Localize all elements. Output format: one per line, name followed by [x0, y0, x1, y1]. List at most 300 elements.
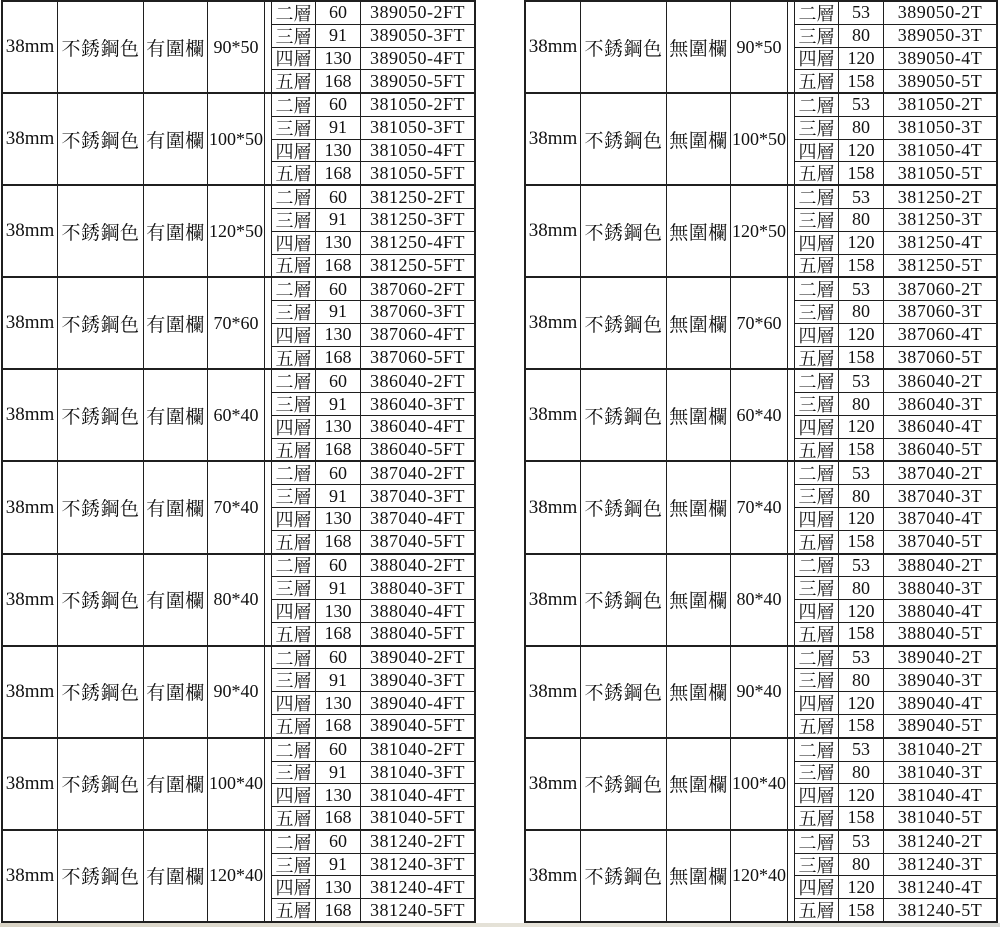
price-cell: 60 — [316, 278, 361, 300]
tube-diameter-cell: 38mm — [526, 647, 581, 737]
fence-option-cell: 無圍欄 — [667, 831, 731, 921]
size-cell: 100*40 — [731, 739, 788, 829]
price-cell: 158 — [839, 162, 884, 184]
tier-row — [795, 48, 996, 71]
product-code-cell: 381050-4T — [897, 140, 983, 161]
tube-diameter-cell: 38mm — [3, 370, 58, 460]
tier-label-cell: 二層 — [272, 278, 316, 300]
tier-label-cell: 三層 — [795, 301, 839, 323]
tier-row — [272, 462, 474, 485]
tier-subtable — [794, 278, 996, 368]
product-code-cell: 381240-2T — [897, 831, 983, 852]
size-cell: 100*50 — [208, 94, 265, 184]
product-code-cell: 389050-5FT — [370, 70, 465, 91]
tube-diameter-cell: 38mm — [3, 2, 58, 92]
tier-row — [272, 784, 474, 807]
fence-option-cell: 無圍欄 — [667, 462, 731, 552]
tier-row — [795, 94, 996, 117]
tier-row — [795, 715, 996, 737]
tier-row — [272, 555, 474, 578]
tier-label-cell: 四層 — [795, 876, 839, 898]
tier-label-cell: 四層 — [795, 48, 839, 70]
fence-option-cell: 有圍欄 — [144, 739, 208, 829]
tier-row — [795, 278, 996, 301]
price-cell: 60 — [316, 462, 361, 484]
price-cell: 91 — [316, 301, 361, 323]
product-code-cell: 387040-3FT — [370, 485, 465, 506]
price-table-unfenced — [524, 0, 998, 923]
tier-row — [795, 140, 996, 163]
price-cell: 60 — [316, 2, 361, 24]
price-cell: 130 — [316, 140, 361, 162]
price-cell: 168 — [316, 807, 361, 829]
tier-label-cell: 二層 — [272, 370, 316, 392]
fence-option-cell: 有圍欄 — [144, 2, 208, 92]
tier-subtable — [794, 462, 996, 552]
tier-label-cell: 五層 — [795, 255, 839, 277]
tier-row — [795, 762, 996, 785]
price-cell: 80 — [839, 669, 884, 691]
finish-color-cell: 不銹鋼色 — [58, 186, 144, 276]
tier-row — [795, 70, 996, 92]
tube-diameter-cell: 38mm — [3, 94, 58, 184]
price-cell: 130 — [316, 784, 361, 806]
tier-label-cell: 三層 — [795, 209, 839, 231]
tier-label-cell: 五層 — [795, 70, 839, 92]
tube-diameter-cell: 38mm — [3, 278, 58, 368]
tier-row — [272, 255, 474, 277]
product-code-cell: 387060-4FT — [370, 324, 465, 345]
tier-subtable — [271, 186, 474, 276]
product-code-cell: 386040-5T — [897, 439, 983, 460]
tube-diameter-cell: 38mm — [526, 94, 581, 184]
tier-label-cell: 二層 — [795, 186, 839, 208]
finish-color-cell: 不銹鋼色 — [58, 555, 144, 645]
tier-label-cell: 三層 — [272, 854, 316, 876]
tier-label-cell: 三層 — [272, 301, 316, 323]
tier-row — [795, 555, 996, 578]
tier-row — [272, 117, 474, 140]
price-cell: 158 — [839, 899, 884, 921]
tier-row — [795, 577, 996, 600]
finish-color-cell: 不銹鋼色 — [58, 2, 144, 92]
finish-color-cell: 不銹鋼色 — [581, 555, 667, 645]
fence-option-cell: 有圍欄 — [144, 278, 208, 368]
tier-row — [272, 209, 474, 232]
product-code-cell: 381050-5FT — [370, 162, 465, 183]
price-cell: 130 — [316, 232, 361, 254]
price-cell: 53 — [839, 831, 884, 853]
price-cell: 168 — [316, 715, 361, 737]
tier-label-cell: 五層 — [272, 439, 316, 461]
product-code-cell: 386040-4FT — [370, 416, 465, 437]
tier-row — [272, 25, 474, 48]
product-code-cell: 381040-3T — [897, 761, 983, 782]
spec-row — [3, 94, 474, 186]
fence-option-cell: 有圍欄 — [144, 186, 208, 276]
product-code-cell: 381250-2FT — [370, 186, 465, 207]
tier-row — [272, 739, 474, 762]
price-cell: 53 — [839, 462, 884, 484]
size-cell: 120*40 — [208, 831, 265, 921]
tier-row — [272, 577, 474, 600]
finish-color-cell: 不銹鋼色 — [581, 2, 667, 92]
tier-label-cell: 五層 — [272, 807, 316, 829]
tier-subtable — [271, 462, 474, 552]
finish-color-cell: 不銹鋼色 — [58, 94, 144, 184]
product-code-cell: 389040-5T — [897, 715, 983, 736]
tier-subtable — [794, 370, 996, 460]
tier-label-cell: 五層 — [272, 623, 316, 645]
product-code-cell: 389050-4T — [897, 47, 983, 68]
tier-label-cell: 四層 — [272, 508, 316, 530]
product-code-cell: 387060-2FT — [370, 278, 465, 299]
tier-label-cell: 四層 — [795, 140, 839, 162]
tier-label-cell: 二層 — [795, 2, 839, 24]
tier-row — [272, 508, 474, 531]
tube-diameter-cell: 38mm — [3, 739, 58, 829]
tier-label-cell: 四層 — [272, 784, 316, 806]
price-cell: 91 — [316, 209, 361, 231]
product-code-cell: 389050-2T — [897, 2, 983, 23]
product-code-cell: 386040-3FT — [370, 393, 465, 414]
tier-row — [795, 807, 996, 829]
product-code-cell: 389050-2FT — [370, 2, 465, 23]
tier-subtable — [794, 647, 996, 737]
tier-label-cell: 五層 — [795, 899, 839, 921]
price-cell: 120 — [839, 600, 884, 622]
tier-label-cell: 二層 — [795, 278, 839, 300]
price-cell: 91 — [316, 117, 361, 139]
price-cell: 120 — [839, 692, 884, 714]
tier-subtable — [794, 831, 996, 921]
finish-color-cell: 不銹鋼色 — [58, 739, 144, 829]
tier-label-cell: 三層 — [795, 577, 839, 599]
price-cell: 60 — [316, 647, 361, 669]
size-cell: 90*40 — [731, 647, 788, 737]
tier-row — [795, 623, 996, 645]
tier-subtable — [271, 278, 474, 368]
product-code-cell: 389040-3FT — [370, 669, 465, 690]
tier-row — [795, 692, 996, 715]
tier-subtable — [794, 555, 996, 645]
product-code-cell: 381250-2T — [897, 186, 983, 207]
price-cell: 168 — [316, 899, 361, 921]
product-code-cell: 381240-5T — [897, 899, 983, 920]
tier-row — [272, 647, 474, 670]
fence-option-cell: 有圍欄 — [144, 831, 208, 921]
fence-option-cell: 無圍欄 — [667, 647, 731, 737]
size-cell: 60*40 — [731, 370, 788, 460]
tier-label-cell: 四層 — [272, 600, 316, 622]
tier-row — [795, 854, 996, 877]
price-cell: 91 — [316, 762, 361, 784]
price-cell: 80 — [839, 25, 884, 47]
tier-row — [272, 854, 474, 877]
tier-row — [272, 393, 474, 416]
fence-option-cell: 有圍欄 — [144, 647, 208, 737]
tier-label-cell: 五層 — [795, 531, 839, 553]
tier-label-cell: 四層 — [272, 416, 316, 438]
tier-label-cell: 四層 — [795, 508, 839, 530]
spec-row — [3, 370, 474, 462]
product-code-cell: 381040-4T — [897, 784, 983, 805]
tier-label-cell: 四層 — [272, 876, 316, 898]
tier-label-cell: 四層 — [795, 324, 839, 346]
tier-label-cell: 四層 — [272, 48, 316, 70]
price-cell: 91 — [316, 854, 361, 876]
product-code-cell: 387040-5FT — [370, 531, 465, 552]
tier-label-cell: 五層 — [795, 162, 839, 184]
product-code-cell: 389040-4FT — [370, 692, 465, 713]
fence-option-cell: 無圍欄 — [667, 94, 731, 184]
size-cell: 80*40 — [731, 555, 788, 645]
price-cell: 120 — [839, 876, 884, 898]
price-cell: 130 — [316, 876, 361, 898]
product-code-cell: 381040-5T — [897, 807, 983, 828]
tier-subtable — [794, 186, 996, 276]
product-code-cell: 388040-2T — [897, 554, 983, 575]
size-cell: 70*40 — [731, 462, 788, 552]
tube-diameter-cell: 38mm — [3, 647, 58, 737]
tube-diameter-cell: 38mm — [526, 462, 581, 552]
spec-row — [3, 831, 474, 921]
tier-label-cell: 二層 — [272, 647, 316, 669]
price-cell: 60 — [316, 370, 361, 392]
spec-row — [526, 555, 996, 647]
product-code-cell: 387040-4T — [897, 508, 983, 529]
spec-row — [526, 186, 996, 278]
tier-row — [272, 370, 474, 393]
product-code-cell: 381050-3T — [897, 117, 983, 138]
tier-row — [272, 485, 474, 508]
tube-diameter-cell: 38mm — [526, 186, 581, 276]
tier-row — [795, 439, 996, 461]
fence-option-cell: 有圍欄 — [144, 370, 208, 460]
product-code-cell: 389040-3T — [897, 669, 983, 690]
finish-color-cell: 不銹鋼色 — [581, 647, 667, 737]
finish-color-cell: 不銹鋼色 — [581, 370, 667, 460]
size-cell: 100*40 — [208, 739, 265, 829]
price-cell: 60 — [316, 94, 361, 116]
tier-row — [795, 301, 996, 324]
tier-label-cell: 五層 — [795, 623, 839, 645]
tier-row — [272, 347, 474, 369]
price-cell: 80 — [839, 209, 884, 231]
product-code-cell: 387040-3T — [897, 485, 983, 506]
product-code-cell: 381250-3FT — [370, 209, 465, 230]
tier-label-cell: 三層 — [795, 25, 839, 47]
tier-subtable — [271, 647, 474, 737]
price-cell: 158 — [839, 255, 884, 277]
tier-label-cell: 五層 — [795, 439, 839, 461]
tube-diameter-cell: 38mm — [526, 739, 581, 829]
product-code-cell: 388040-4FT — [370, 600, 465, 621]
spec-row — [3, 555, 474, 647]
price-cell: 53 — [839, 555, 884, 577]
tier-row — [272, 876, 474, 899]
size-cell: 60*40 — [208, 370, 265, 460]
spec-row — [526, 278, 996, 370]
price-cell: 130 — [316, 324, 361, 346]
tier-label-cell: 三層 — [795, 669, 839, 691]
tube-diameter-cell: 38mm — [3, 462, 58, 552]
price-cell: 80 — [839, 577, 884, 599]
tier-label-cell: 三層 — [272, 25, 316, 47]
product-code-cell: 388040-2FT — [370, 554, 465, 575]
price-cell: 130 — [316, 48, 361, 70]
product-code-cell: 381050-3FT — [370, 117, 465, 138]
tube-diameter-cell: 38mm — [526, 555, 581, 645]
tube-diameter-cell: 38mm — [526, 831, 581, 921]
tier-row — [272, 2, 474, 25]
spec-row — [3, 739, 474, 831]
price-cell: 53 — [839, 94, 884, 116]
tier-label-cell: 二層 — [272, 555, 316, 577]
tier-label-cell: 二層 — [795, 555, 839, 577]
price-table-fenced — [1, 0, 476, 923]
tier-label-cell: 五層 — [272, 715, 316, 737]
tier-label-cell: 五層 — [795, 715, 839, 737]
price-cell: 168 — [316, 347, 361, 369]
price-cell: 120 — [839, 140, 884, 162]
price-cell: 80 — [839, 117, 884, 139]
tier-label-cell: 二層 — [272, 2, 316, 24]
fence-option-cell: 有圍欄 — [144, 462, 208, 552]
product-code-cell: 387060-3T — [897, 301, 983, 322]
price-cell: 80 — [839, 854, 884, 876]
tier-subtable — [271, 370, 474, 460]
tier-label-cell: 二層 — [795, 94, 839, 116]
product-code-cell: 381250-5T — [897, 254, 983, 275]
spec-row — [526, 831, 996, 921]
tier-row — [272, 531, 474, 553]
tier-row — [795, 117, 996, 140]
finish-color-cell: 不銹鋼色 — [581, 186, 667, 276]
tier-row — [795, 831, 996, 854]
tier-row — [795, 25, 996, 48]
product-code-cell: 389050-5T — [897, 70, 983, 91]
product-code-cell: 389050-4FT — [370, 47, 465, 68]
product-code-cell: 388040-4T — [897, 600, 983, 621]
size-cell: 120*50 — [208, 186, 265, 276]
product-code-cell: 381040-3FT — [370, 761, 465, 782]
tier-row — [795, 784, 996, 807]
price-cell: 120 — [839, 784, 884, 806]
tier-row — [272, 140, 474, 163]
product-code-cell: 381040-4FT — [370, 784, 465, 805]
tier-subtable — [271, 739, 474, 829]
product-code-cell: 387040-4FT — [370, 508, 465, 529]
tier-row — [272, 416, 474, 439]
price-cell: 158 — [839, 807, 884, 829]
tier-label-cell: 四層 — [795, 416, 839, 438]
tier-label-cell: 二層 — [272, 831, 316, 853]
tier-subtable — [794, 2, 996, 92]
price-cell: 168 — [316, 70, 361, 92]
size-cell: 120*40 — [731, 831, 788, 921]
tier-subtable — [271, 2, 474, 92]
tier-row — [795, 162, 996, 184]
finish-color-cell: 不銹鋼色 — [58, 831, 144, 921]
fence-option-cell: 無圍欄 — [667, 186, 731, 276]
tube-diameter-cell: 38mm — [526, 2, 581, 92]
spec-row — [526, 647, 996, 739]
product-code-cell: 387060-5FT — [370, 347, 465, 368]
price-cell: 168 — [316, 623, 361, 645]
price-cell: 158 — [839, 623, 884, 645]
price-cell: 91 — [316, 25, 361, 47]
price-cell: 60 — [316, 186, 361, 208]
price-cell: 158 — [839, 439, 884, 461]
tier-subtable — [271, 94, 474, 184]
product-code-cell: 386040-3T — [897, 393, 983, 414]
product-code-cell: 381040-5FT — [370, 807, 465, 828]
size-cell: 90*50 — [731, 2, 788, 92]
tier-row — [795, 209, 996, 232]
tier-label-cell: 二層 — [795, 739, 839, 761]
tier-subtable — [794, 94, 996, 184]
tier-row — [795, 876, 996, 899]
tier-row — [795, 255, 996, 277]
tier-label-cell: 三層 — [272, 117, 316, 139]
price-cell: 60 — [316, 739, 361, 761]
price-cell: 80 — [839, 393, 884, 415]
tier-label-cell: 五層 — [272, 531, 316, 553]
size-cell: 80*40 — [208, 555, 265, 645]
tier-subtable — [271, 555, 474, 645]
product-code-cell: 388040-5FT — [370, 623, 465, 644]
product-code-cell: 381050-2FT — [370, 94, 465, 115]
tier-label-cell: 五層 — [272, 255, 316, 277]
finish-color-cell: 不銹鋼色 — [58, 370, 144, 460]
tier-row — [272, 807, 474, 829]
finish-color-cell: 不銹鋼色 — [581, 278, 667, 368]
tier-label-cell: 三層 — [272, 393, 316, 415]
product-code-cell: 389040-2T — [897, 647, 983, 668]
spec-row — [526, 94, 996, 186]
tier-row — [272, 831, 474, 854]
product-code-cell: 387040-2FT — [370, 462, 465, 483]
tier-row — [795, 739, 996, 762]
product-code-cell: 387060-4T — [897, 324, 983, 345]
finish-color-cell: 不銹鋼色 — [581, 94, 667, 184]
spec-row — [3, 462, 474, 554]
size-cell: 100*50 — [731, 94, 788, 184]
price-cell: 158 — [839, 70, 884, 92]
tube-diameter-cell: 38mm — [526, 278, 581, 368]
tier-row — [272, 439, 474, 461]
spec-row — [526, 2, 996, 94]
tier-row — [272, 301, 474, 324]
price-cell: 60 — [316, 555, 361, 577]
tier-row — [272, 162, 474, 184]
tier-label-cell: 四層 — [272, 692, 316, 714]
price-cell: 130 — [316, 508, 361, 530]
product-code-cell: 381040-2T — [897, 739, 983, 760]
tier-row — [795, 669, 996, 692]
finish-color-cell: 不銹鋼色 — [581, 831, 667, 921]
product-code-cell: 387040-2T — [897, 462, 983, 483]
finish-color-cell: 不銹鋼色 — [58, 278, 144, 368]
product-code-cell: 389040-2FT — [370, 647, 465, 668]
spec-row — [3, 2, 474, 94]
tier-label-cell: 三層 — [272, 762, 316, 784]
tier-row — [272, 48, 474, 71]
finish-color-cell: 不銹鋼色 — [581, 462, 667, 552]
price-cell: 130 — [316, 600, 361, 622]
size-cell: 90*40 — [208, 647, 265, 737]
